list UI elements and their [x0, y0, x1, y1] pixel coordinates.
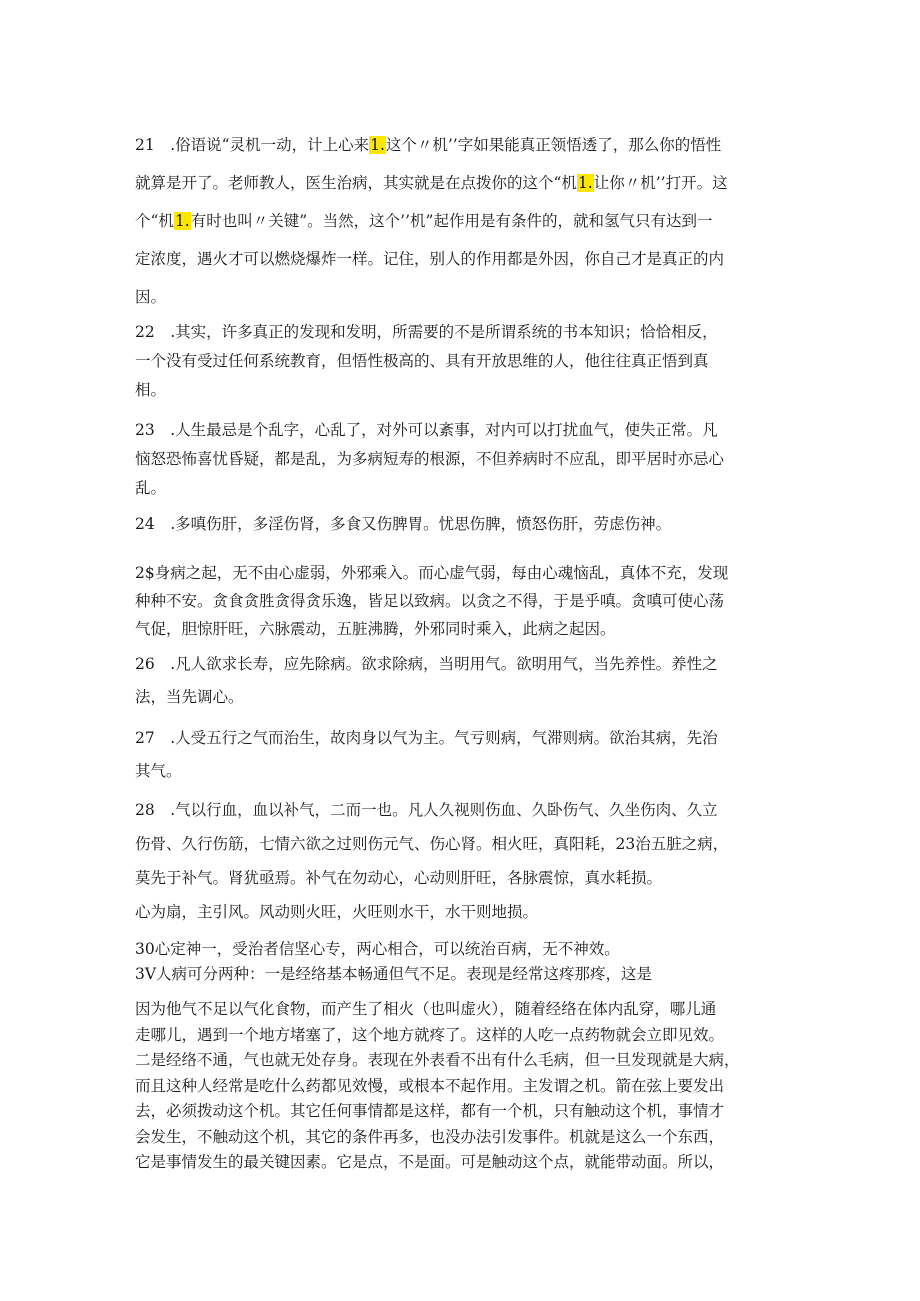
- text-line: 2$身病之起，无不由心虚弱，外邪乘入。而心虚气弱，每由心魂恼乱，真体不充，发现: [135, 564, 729, 582]
- text-line: 伤骨、久行伤筋，七情六欲之过则伤元气、伤心肾。相火旺，真阳耗，23治五脏之病，: [135, 835, 729, 853]
- paragraph-23: [135, 416, 795, 503]
- text-line: 恼怒恐怖喜忧昏疑，都是乱，为多病短寿的根源，不但养病时不应乱，即平居时亦忌心: [135, 450, 725, 468]
- text-line: 莫先于补气。肾犹亟焉。补气在勿动心，心动则肝旺，各脉震惊，真水耗损。: [135, 869, 663, 887]
- text-line: 种种不安。贪食贪胜贪得贪乐逸，皆足以致病。以贪之不得，于是乎嗔。贪嗔可使心荡: [135, 592, 725, 610]
- text-line: 而且这种人经常是吃什么药都见效慢，或根本不起作用。主发谓之机。箭在弦上要发出: [135, 1076, 725, 1095]
- text-line: 相。: [135, 381, 167, 399]
- text-line: 28 .气以行血，血以补气，二而一也。凡人久视则伤血、久卧伤气、久坐伤肉、久立: [135, 801, 718, 819]
- text-line: 26 .凡人欲求长寿，应先除病。欲求除病，当明用气。欲明用气，当先养性。养性之: [135, 655, 718, 673]
- paragraph-30: [135, 937, 795, 987]
- text-line: 22 .其实，许多真正的发现和发明，所需要的不是所谓系统的书本知识；恰恰相反，: [135, 323, 718, 341]
- text-line: 走哪儿，遇到一个地方堵塞了，这个地方就疼了。这样的人吃一点药物就会立即见效。: [135, 1025, 725, 1044]
- text-line: 法，当先调心。: [135, 688, 244, 706]
- text-line: 27 .人受五行之气而治生，故肉身以气为主。气亏则病，气滞则病。欲治其病，先治: [135, 729, 718, 747]
- text-line: 24 .多嗔伤肝，多淫伤肾，多食又伤脾胃。忧思伤脾，愤怒伤肝，劳虑伤神。: [135, 515, 672, 533]
- text-line: 二是经络不通，气也就无处存身。表现在外表看不出有什么毛病，但一旦发现就是大病，: [135, 1051, 740, 1069]
- text-line: 23 .人生最忌是个乱字，心乱了，对外可以紊事，对内可以打扰血气，使失正常。凡: [135, 421, 718, 439]
- paragraph-26: [135, 648, 795, 714]
- text-line: 一个没有受过任何系统教育，但悟性极高的、具有开放思维的人，他往往真正悟到真: [135, 352, 709, 370]
- highlight-mark: 1.: [370, 136, 385, 154]
- paragraph-31-continued: [135, 997, 795, 1176]
- text-line: 30心定神一，受治者信坚心专，两心相合，可以统治百病，无不神效。: [135, 940, 620, 958]
- paragraph-21: [135, 126, 795, 316]
- text-line: 会发生，不触动这个机，其它的条件再多，也没办法引发事件。机就是这么一个东西，: [135, 1127, 725, 1146]
- text-line: 乱。: [135, 479, 167, 497]
- text-line: 个“机1.有时也叫〃关键”。当然，这个’’机”起作用是有条件的，就和氢气只有达到一: [135, 212, 713, 230]
- paragraph-28: [135, 793, 795, 929]
- text-line: 其气。: [135, 762, 182, 780]
- text-line: 21 .俗语说“灵机一动，计上心来1.这个〃机’’字如果能真正领悟透了，那么你的悟性: [135, 136, 722, 154]
- text-line: 定浓度，遇火才可以燃烧爆炸一样。记住，别人的作用都是外因，你自己才是真正的内: [135, 250, 725, 268]
- text-line: 它是事情发生的最关键因素。它是点，不是面。可是触动这个点，就能带动面。所以，: [135, 1153, 725, 1171]
- text-line: 因为他气不足以气化食物，而产生了相火（也叫虚火），随着经络在体内乱穿，哪儿通: [135, 1000, 717, 1018]
- text-line: 心为扇，主引风。风动则火旺，火旺则水干，水干则地损。: [135, 903, 539, 921]
- paragraph-25: [135, 559, 795, 643]
- text-line: 就算是开了。老师教人，医生治病，其实就是在点拨你的这个“机1.让你〃机’’打开。这: [135, 174, 728, 192]
- highlight-mark: 1.: [577, 174, 593, 192]
- paragraph-24: [135, 510, 795, 539]
- text-line: 去，必须拨动这个机。其它任何事情都是这样，都有一个机，只有触动这个机，事情才: [135, 1102, 725, 1120]
- paragraph-22: [135, 318, 795, 405]
- text-line: 气促，胆惊肝旺，六脉震动，五脏沸腾，外邪同时乘入，此病之起因。: [135, 620, 616, 638]
- text-line: 3V人病可分两种：一是经络基本畅通但气不足。表现是经常这疼那疼，这是: [135, 965, 653, 983]
- paragraph-27: [135, 722, 795, 788]
- text-line: 因。: [135, 288, 167, 306]
- highlight-mark: 1.: [174, 212, 190, 230]
